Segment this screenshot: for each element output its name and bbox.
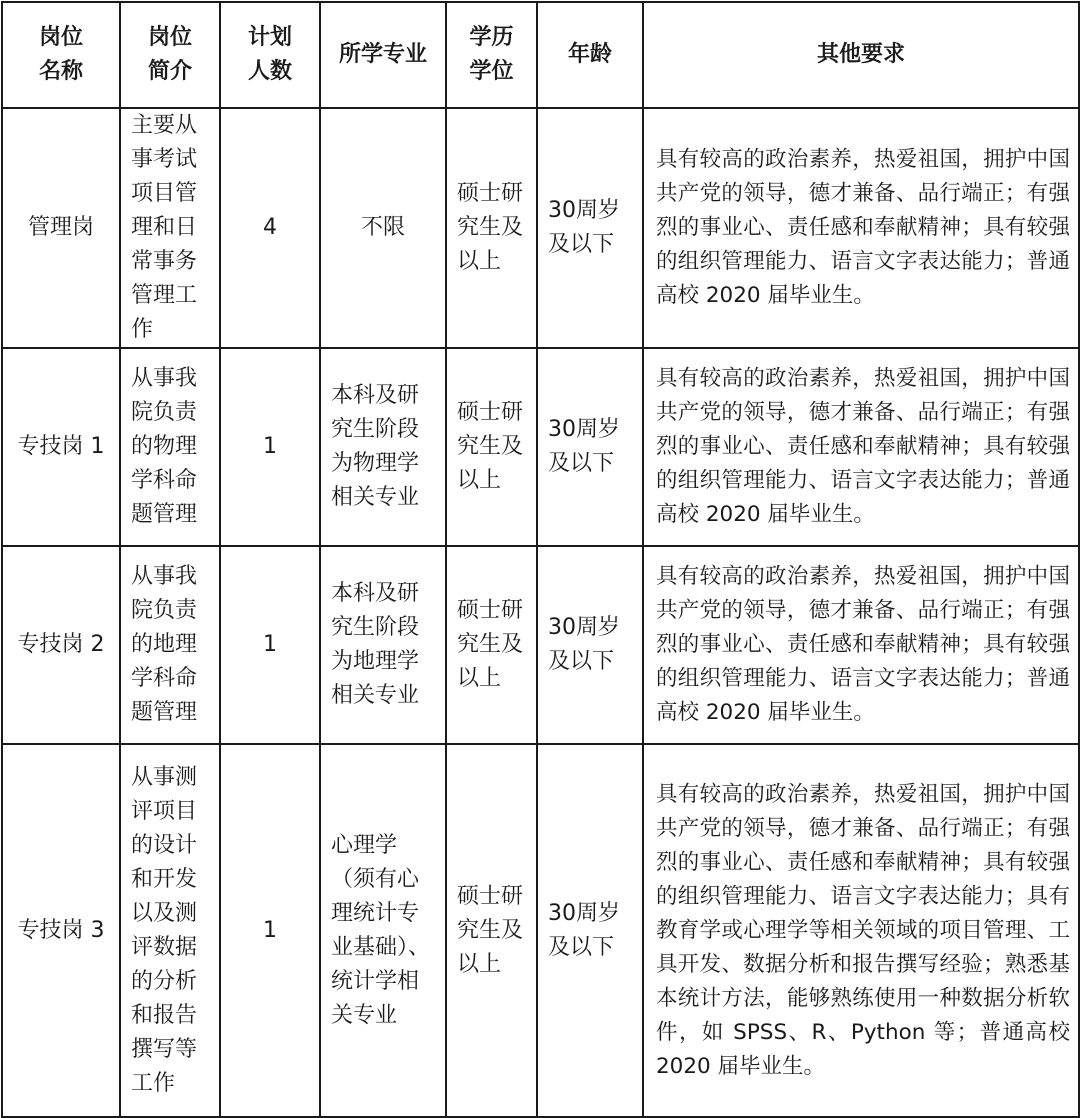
table-row [2, 108, 1079, 348]
cell-plan-count: 4 [220, 108, 320, 348]
cell-other-requirements: 具有较高的政治素养，热爱祖国，拥护中国共产党的领导，德才兼备、品行端正；有强烈的事业心、责任感和奉献精神；具有较强的组织管理能力、语言文字表达能力；普通高校 2020 届毕业生。 [643, 546, 1079, 744]
cell-other-requirements: 具有较高的政治素养，热爱祖国，拥护中国共产党的领导，德才兼备、品行端正；有强烈的事业心、责任感和奉献精神；具有较强的组织管理能力、语言文字表达能力；普通高校 2020 届毕业生。 [643, 348, 1079, 546]
cell-major: 心理学（须有心理统计专业基础）、统计学相关专业 [320, 744, 446, 1117]
cell-position-name: 专技岗 1 [2, 348, 120, 546]
header-age: 年龄 [537, 2, 643, 108]
cell-plan-count: 1 [220, 348, 320, 546]
header-row [2, 2, 1079, 108]
cell-other-requirements: 具有较高的政治素养，热爱祖国，拥护中国共产党的领导，德才兼备、品行端正；有强烈的事业心、责任感和奉献精神；具有较强的组织管理能力、语言文字表达能力；普通高校 2020 届毕业生。 [643, 108, 1079, 348]
cell-position-intro: 主要从事考试项目管理和日常事务管理工作 [120, 108, 220, 348]
table-row [2, 744, 1079, 1117]
cell-position-name: 管理岗 [2, 108, 120, 348]
header-other-requirements: 其他要求 [643, 2, 1079, 108]
cell-plan-count: 1 [220, 744, 320, 1117]
cell-age: 30周岁及以下 [537, 108, 643, 348]
cell-position-name: 专技岗 2 [2, 546, 120, 744]
cell-major: 本科及研究生阶段为地理学相关专业 [320, 546, 446, 744]
header-position-intro: 岗位 简介 [120, 2, 220, 108]
cell-major: 不限 [320, 108, 446, 348]
cell-position-intro: 从事我院负责的物理学科命题管理 [120, 348, 220, 546]
cell-other-requirements: 具有较高的政治素养，热爱祖国，拥护中国共产党的领导，德才兼备、品行端正；有强烈的事业心、责任感和奉献精神；具有较强的组织管理能力、语言文字表达能力；具有教育学或心理学等相关领域的项目管理、工具开发、数据分析和报告撰写经验；熟悉基本统计方法，能够熟练使用一种数据分析软件，如 SPSS、R、Python 等；普通高校 2020 届毕业生。 [643, 744, 1079, 1117]
header-major: 所学专业 [320, 2, 446, 108]
cell-education: 硕士研究生及以上 [446, 546, 537, 744]
cell-education: 硕士研究生及以上 [446, 744, 537, 1117]
header-education: 学历 学位 [446, 2, 537, 108]
cell-age: 30周岁及以下 [537, 348, 643, 546]
cell-position-intro: 从事测评项目的设计和开发以及测评数据的分析和报告撰写等工作 [120, 744, 220, 1117]
cell-plan-count: 1 [220, 546, 320, 744]
cell-education: 硕士研究生及以上 [446, 348, 537, 546]
table-row [2, 546, 1079, 744]
cell-age: 30周岁及以下 [537, 744, 643, 1117]
cell-position-name: 专技岗 3 [2, 744, 120, 1117]
cell-position-intro: 从事我院负责的地理学科命题管理 [120, 546, 220, 744]
header-plan-count: 计划 人数 [220, 2, 320, 108]
header-position-name: 岗位 名称 [2, 2, 120, 108]
cell-education: 硕士研究生及以上 [446, 108, 537, 348]
cell-major: 本科及研究生阶段为物理学相关专业 [320, 348, 446, 546]
cell-age: 30周岁及以下 [537, 546, 643, 744]
table-row [2, 348, 1079, 546]
recruitment-table [1, 1, 1080, 1118]
